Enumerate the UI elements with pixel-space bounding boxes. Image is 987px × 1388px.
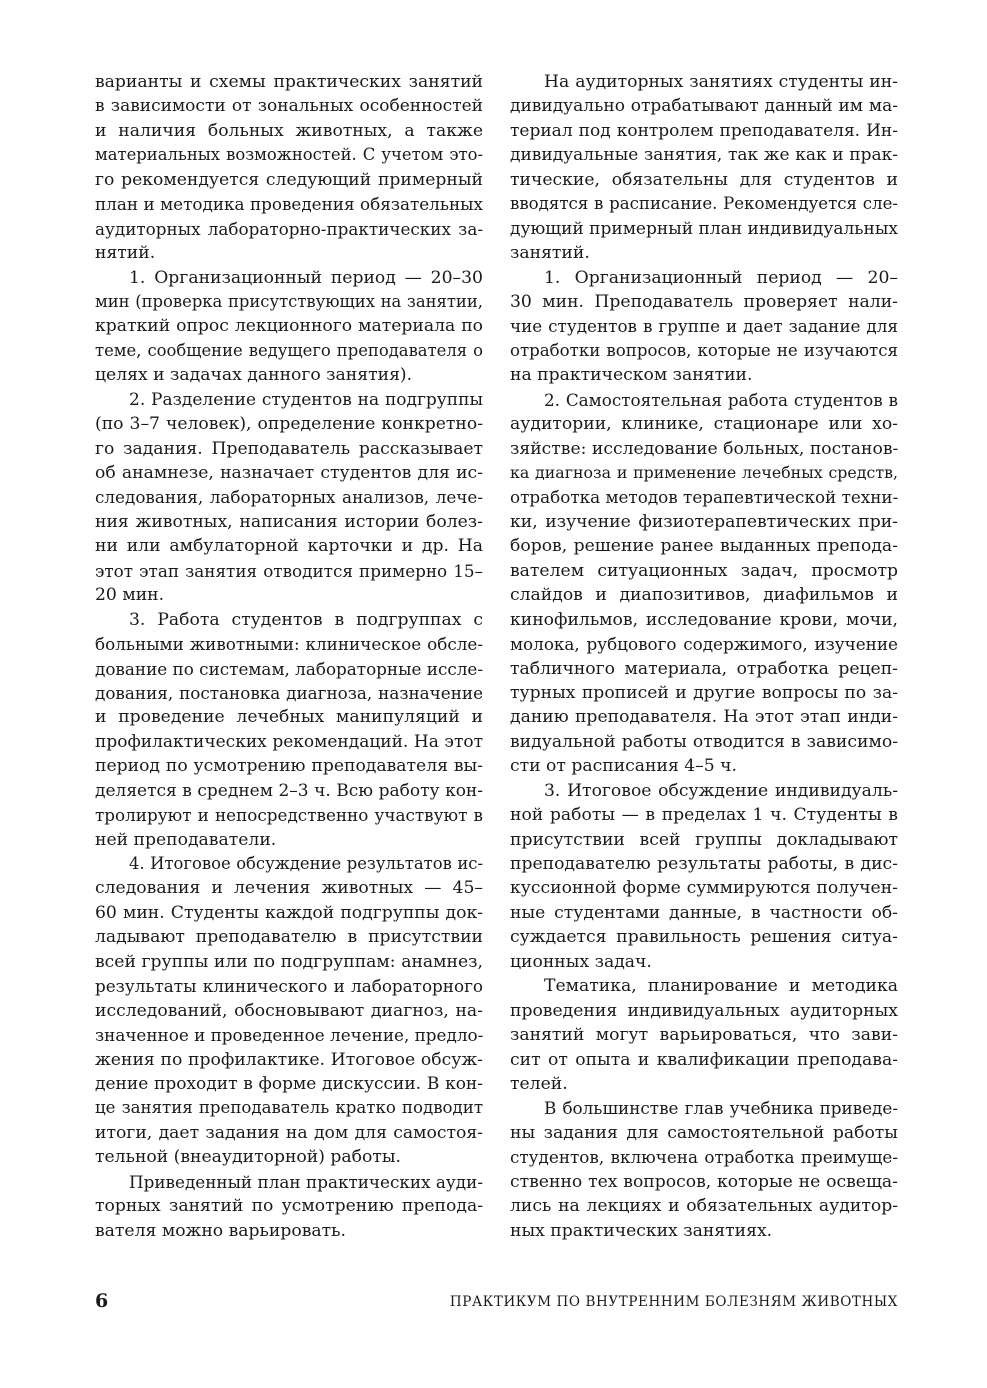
- text-line: сти от расписания 4–5 ч.: [510, 756, 738, 777]
- text-line: этот этап занятия отводится примерно 15–: [95, 560, 483, 581]
- text-line: и наличия больных животных, а также: [95, 120, 483, 141]
- text-line: 1. Организационный период — 20–: [544, 267, 898, 288]
- text-line: ней преподаватели.: [95, 829, 277, 850]
- text-line: аудитории, клинике, стационаре или хо-: [510, 414, 898, 435]
- text-line: на практическом занятии.: [510, 365, 753, 386]
- text-line: 3. Работа студентов в подгруппах с: [129, 609, 483, 630]
- text-line: 20 мин.: [95, 585, 165, 606]
- text-line: На аудиторных занятиях студенты ин-: [544, 72, 898, 92]
- text-line: ных практических занятиях.: [510, 1220, 773, 1241]
- text-line: ны задания для самостоятельной работы: [510, 1122, 898, 1143]
- text-line: нятий.: [95, 243, 156, 264]
- text-line: дивидуально отрабатывают данный им ма-: [510, 96, 898, 117]
- text-line: варианты и схемы практических занятий: [95, 72, 483, 92]
- text-line: присутствии всей группы докладывают: [510, 829, 898, 850]
- text-line: чие студентов в группе и дает задание для: [510, 316, 898, 337]
- text-line: жения по профилактике. Итоговое обсуж-: [95, 1049, 483, 1070]
- text-line: ственно тех вопросов, которые не освеща-: [510, 1171, 898, 1192]
- text-line: вателем ситуационных задач, просмотр: [510, 560, 898, 581]
- text-line: значенное и проведенное лечение, предло-: [95, 1025, 483, 1046]
- text-line: Тематика, планирование и методика: [544, 976, 898, 997]
- text-line: в зависимости от зональных особенностей: [95, 96, 483, 117]
- text-line: исследований, обосновывают диагноз, на-: [95, 1000, 483, 1021]
- text-line: куссионной форме суммируются получен-: [510, 878, 898, 899]
- text-line: турных прописей и другие вопросы по за-: [510, 682, 898, 703]
- text-line: ни или амбулаторной карточки и др. На: [95, 536, 483, 557]
- text-line: ка диагноза и применение лечебных средств,: [510, 463, 898, 482]
- text-line: краткий опрос лекционного материала по: [95, 316, 483, 337]
- text-line: всей группы или по подгруппам: анамнез,: [95, 951, 483, 972]
- text-line: суждается правильность решения ситуа-: [510, 927, 898, 948]
- text-line: видуальной работы отводится в зависимо-: [510, 731, 898, 752]
- text-line: 1. Организационный период — 20–30: [129, 267, 483, 288]
- text-line: тельной (внеаудиторной) работы.: [95, 1147, 401, 1168]
- text-line: Приведенный план практических ауди-: [129, 1171, 483, 1192]
- text-line: профилактических рекомендаций. На этот: [95, 731, 483, 752]
- text-line: студентов, включена отработка преимуще-: [510, 1147, 898, 1168]
- text-line: теме, сообщение ведущего преподавателя о: [95, 340, 483, 360]
- text-line: занятий могут варьироваться, что зави-: [510, 1025, 898, 1046]
- text-line: 2. Разделение студентов на подгруппы: [129, 389, 483, 410]
- right-column: [510, 70, 898, 1243]
- text-line: об анамнезе, назначает студентов для ис-: [95, 463, 483, 483]
- text-line: отработка методов терапевтической техни-: [510, 487, 898, 508]
- text-line: итоги, дает задания на дом для самостоя-: [95, 1122, 483, 1143]
- text-line: следования и лечения животных — 45–: [95, 878, 483, 899]
- text-line: це занятия преподаватель кратко подводит: [95, 1098, 483, 1118]
- text-line: мин (проверка присутствующих на занятии,: [95, 291, 483, 311]
- text-line: зяйстве: исследование больных, постанов-: [510, 438, 898, 459]
- text-line: табличного материала, отработка рецеп-: [510, 658, 898, 679]
- text-line: дующий примерный план индивидуальных: [510, 218, 898, 239]
- text-line: преподавателю результаты работы, в дис-: [510, 854, 898, 874]
- text-line: тролируют и непосредственно участвуют в: [95, 805, 483, 826]
- text-line: результаты клинического и лабораторного: [95, 976, 483, 997]
- text-line: торных занятий по усмотрению препода-: [95, 1196, 483, 1217]
- text-line: тические, обязательны для студентов и: [510, 169, 898, 190]
- running-title: ПРАКТИКУМ ПО ВНУТРЕННИМ БОЛЕЗНЯМ ЖИВОТНЫХ: [449, 1294, 898, 1310]
- text-line: период по усмотрению преподавателя вы-: [95, 756, 483, 777]
- page-footer: [95, 1288, 898, 1314]
- text-line: териал под контролем преподавателя. Ин-: [510, 120, 898, 141]
- text-line: ной работы — в пределах 1 ч. Студенты в: [510, 805, 898, 826]
- page-number: 6: [95, 1290, 109, 1312]
- text-line: больными животными: клиническое обсле-: [95, 634, 483, 655]
- text-line: ки, изучение физиотерапевтических при-: [510, 511, 898, 532]
- text-line: дование по системам, лабораторные иссле-: [95, 658, 483, 679]
- text-line: слайдов и диапозитивов, диафильмов и: [510, 585, 898, 606]
- text-line: ния животных, написания истории болез-: [95, 511, 483, 532]
- text-line: дивидуальные занятия, так же как и прак-: [510, 145, 898, 166]
- text-line: дение проходит в форме дискуссии. В кон-: [95, 1073, 483, 1094]
- text-line: 2. Самостоятельная работа студентов в: [544, 389, 898, 410]
- left-column: [95, 70, 483, 1243]
- text-line: 30 мин. Преподаватель проверяет нали-: [510, 291, 898, 312]
- text-line: материальных возможностей. С учетом это-: [95, 145, 483, 165]
- text-line: и проведение лечебных манипуляций и: [95, 707, 483, 728]
- text-line: кинофильмов, исследование крови, мочи,: [510, 609, 898, 630]
- text-line: вателя можно варьировать.: [95, 1220, 346, 1241]
- text-line: го рекомендуется следующий примерный: [95, 169, 483, 190]
- text-line: деляется в среднем 2–3 ч. Всю работу кон-: [95, 780, 483, 801]
- text-line: данию преподавателя. На этот этап инди-: [510, 707, 898, 728]
- text-line: занятий.: [510, 243, 590, 264]
- text-line: сит от опыта и квалификации преподава-: [510, 1049, 898, 1070]
- text-line: ционных задач.: [510, 951, 652, 972]
- text-line: ладывают преподавателю в присутствии: [95, 927, 483, 948]
- text-line: лись на лекциях и обязательных аудитор-: [510, 1196, 898, 1217]
- text-line: аудиторных лабораторно-практических за-: [95, 218, 483, 239]
- text-line: (по 3–7 человек), определение конкретно-: [95, 414, 483, 435]
- text-line: дования, постановка диагноза, назначение: [95, 682, 483, 703]
- text-line: целях и задачах данного занятия).: [95, 365, 413, 386]
- text-line: отработки вопросов, которые не изучаются: [510, 340, 898, 360]
- text-line: проведения индивидуальных аудиторных: [510, 1000, 898, 1021]
- text-line: го задания. Преподаватель рассказывает: [95, 438, 483, 459]
- text-line: 4. Итоговое обсуждение результатов ис-: [129, 854, 483, 873]
- text-line: молока, рубцового содержимого, изучение: [510, 634, 898, 655]
- text-line: В большинстве глав учебника приведе-: [544, 1098, 898, 1119]
- text-line: план и методика проведения обязательных: [95, 194, 483, 215]
- text-line: 60 мин. Студенты каждой подгруппы док-: [95, 902, 483, 923]
- text-line: следования, лабораторных анализов, лече-: [95, 487, 483, 508]
- text-line: ные студентами данные, в частности об-: [510, 902, 898, 923]
- text-line: боров, решение ранее выданных препода-: [510, 536, 898, 557]
- text-line: вводятся в расписание. Рекомендуется сле-: [510, 194, 898, 214]
- text-line: 3. Итоговое обсуждение индивидуаль-: [544, 780, 898, 801]
- text-line: телей.: [510, 1073, 568, 1094]
